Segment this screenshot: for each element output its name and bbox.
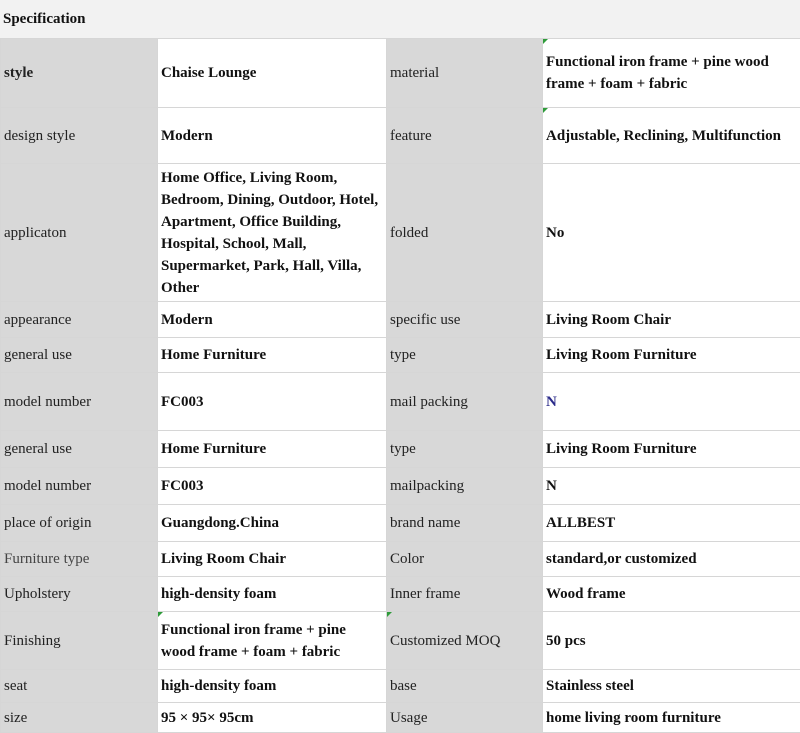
table-row — [1, 164, 800, 302]
spec-label: mail packing — [387, 373, 543, 431]
table-row — [1, 302, 800, 338]
spec-label: mailpacking — [387, 468, 543, 505]
spec-value: Adjustable, Reclining, Multifunction — [543, 108, 800, 164]
spec-label: Finishing — [1, 612, 158, 670]
spec-label: base — [387, 670, 543, 703]
spec-value: Home Furniture — [158, 431, 387, 468]
spec-value: standard,or customized — [543, 542, 800, 577]
table-row — [1, 108, 800, 164]
spec-value: Guangdong.China — [158, 505, 387, 542]
spec-value: Living Room Furniture — [543, 431, 800, 468]
spec-label: specific use — [387, 302, 543, 338]
spec-label: type — [387, 338, 543, 373]
spec-label: Upholstery — [1, 577, 158, 612]
table-row — [1, 703, 800, 733]
spec-value: Modern — [158, 108, 387, 164]
table-row — [1, 338, 800, 373]
spec-value: Chaise Lounge — [158, 39, 387, 108]
spec-label: appearance — [1, 302, 158, 338]
spec-label: general use — [1, 431, 158, 468]
spec-label: design style — [1, 108, 158, 164]
spec-label: style — [1, 39, 158, 108]
spec-label: seat — [1, 670, 158, 703]
spec-value: 50 pcs — [543, 612, 800, 670]
spec-value: high-density foam — [158, 577, 387, 612]
spec-label: general use — [1, 338, 158, 373]
spec-label: material — [387, 39, 543, 108]
spec-value: Functional iron frame + pine wood frame + foam + fabric — [543, 39, 800, 108]
spec-label: model number — [1, 468, 158, 505]
spec-label: Inner frame — [387, 577, 543, 612]
spec-label: Customized MOQ — [387, 612, 543, 670]
table-row — [1, 468, 800, 505]
spec-label: Usage — [387, 703, 543, 733]
spec-value: Modern — [158, 302, 387, 338]
spec-value: high-density foam — [158, 670, 387, 703]
spec-label: type — [387, 431, 543, 468]
spec-value: Living Room Furniture — [543, 338, 800, 373]
table-row — [1, 431, 800, 468]
spec-label: model number — [1, 373, 158, 431]
spec-value: N — [543, 468, 800, 505]
spec-value: Stainless steel — [543, 670, 800, 703]
spec-value: Wood frame — [543, 577, 800, 612]
spec-value: 95 × 95× 95cm — [158, 703, 387, 733]
spec-label: applicaton — [1, 164, 158, 302]
spec-label: size — [1, 703, 158, 733]
spec-label: Color — [387, 542, 543, 577]
spec-value: home living room furniture — [543, 703, 800, 733]
spec-value: FC003 — [158, 373, 387, 431]
table-row — [1, 542, 800, 577]
spec-value: No — [543, 164, 800, 302]
spec-label: Furniture type — [1, 542, 158, 577]
spec-value: FC003 — [158, 468, 387, 505]
table-row — [1, 373, 800, 431]
spec-value: Home Furniture — [158, 338, 387, 373]
page-title: Specification — [0, 0, 800, 38]
spec-label: folded — [387, 164, 543, 302]
spec-value: ALLBEST — [543, 505, 800, 542]
spec-label: place of origin — [1, 505, 158, 542]
spec-value: N — [543, 373, 800, 431]
spec-label: brand name — [387, 505, 543, 542]
spec-value: Living Room Chair — [158, 542, 387, 577]
spec-label: feature — [387, 108, 543, 164]
specification-table — [0, 38, 800, 733]
table-row — [1, 577, 800, 612]
table-row — [1, 39, 800, 108]
spec-value: Living Room Chair — [543, 302, 800, 338]
spec-value: Home Office, Living Room, Bedroom, Dining, Outdoor, Hotel, Apartment, Office Building, Hospital, School, Mall, Supermarket, Park, Hall, Villa, Other — [158, 164, 387, 302]
spec-value: Functional iron frame + pine wood frame + foam + fabric — [158, 612, 387, 670]
table-row — [1, 670, 800, 703]
table-row — [1, 505, 800, 542]
table-row — [1, 612, 800, 670]
